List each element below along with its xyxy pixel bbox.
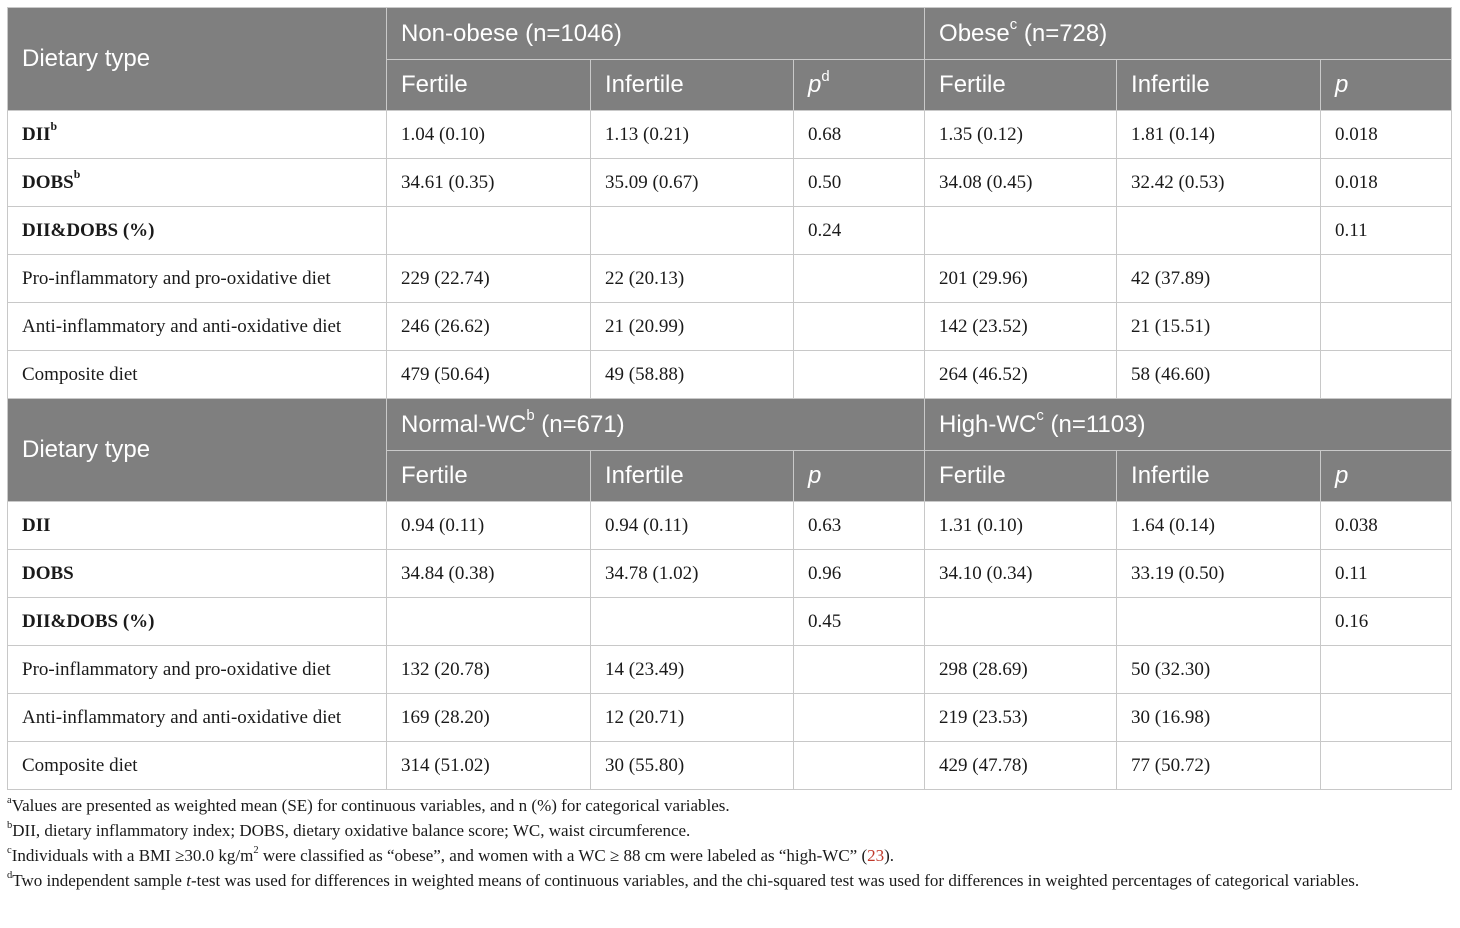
table2-p-header-2: p [1321,451,1452,502]
table-cell: 314 (51.02) [387,742,591,790]
reference-link[interactable]: 23 [867,846,885,865]
table-cell [925,207,1117,255]
table-cell: 132 (20.78) [387,646,591,694]
table-cell: 42 (37.89) [1117,255,1321,303]
row-label: DII&DOBS (%) [8,598,387,646]
table-cell: 77 (50.72) [1117,742,1321,790]
table-cell: 0.96 [794,550,925,598]
table1-p-header-1: $p^d$ [794,60,925,111]
row-label: Composite diet [8,742,387,790]
row-label: Anti-inflammatory and anti-oxidative diet [8,694,387,742]
table1-infertile-header-1: Infertile [591,60,794,111]
table-cell: 1.64 (0.14) [1117,502,1321,550]
table-cell: 1.31 (0.10) [925,502,1117,550]
table-cell: 34.78 (1.02) [591,550,794,598]
table-cell: 0.24 [794,207,925,255]
table-cell: 0.11 [1321,550,1452,598]
table-cell: 49 (58.88) [591,351,794,399]
table-cell: 34.84 (0.38) [387,550,591,598]
table2-body [8,502,1452,790]
row-label: Composite diet [8,351,387,399]
table2-header-row [8,399,1452,451]
table-cell: 33.19 (0.50) [1117,550,1321,598]
table-cell [1321,351,1452,399]
table-cell: 0.94 (0.11) [387,502,591,550]
table2-group1-header: Normal-$WC^b$ (n=671) [387,399,925,451]
table-row [8,207,1452,255]
row-label: DOBS [8,550,387,598]
table-row [8,550,1452,598]
table1-group2-header: Obese$^c$ (n=728) [925,8,1452,60]
row-label: Anti-inflammatory and anti-oxidative diet [8,303,387,351]
table-cell [794,694,925,742]
table-cell: 0.018 [1321,111,1452,159]
table-cell: 142 (23.52) [925,303,1117,351]
table1-group1-header: Non-obese (n=1046) [387,8,925,60]
row-label: DII [8,502,387,550]
table2-fertile-header-1: Fertile [387,451,591,502]
table-cell: 22 (20.13) [591,255,794,303]
table-cell [794,255,925,303]
table-cell: 0.63 [794,502,925,550]
table-cell [387,207,591,255]
table-cell [1321,303,1452,351]
table-cell [387,598,591,646]
table-container [7,7,1451,893]
table-row [8,742,1452,790]
table-row [8,303,1452,351]
table-cell: 1.13 (0.21) [591,111,794,159]
table-cell [591,598,794,646]
table-cell: 12 (20.71) [591,694,794,742]
table-cell: 298 (28.69) [925,646,1117,694]
table-cell: 50 (32.30) [1117,646,1321,694]
table-cell [794,351,925,399]
table-cell: 35.09 (0.67) [591,159,794,207]
table-cell [925,598,1117,646]
table-cell: 1.04 (0.10) [387,111,591,159]
table-cell: 14 (23.49) [591,646,794,694]
table-cell: 58 (46.60) [1117,351,1321,399]
table-cell: 0.68 [794,111,925,159]
table-cell: 1.81 (0.14) [1117,111,1321,159]
table-row [8,646,1452,694]
table-cell: 0.50 [794,159,925,207]
table-cell: 34.08 (0.45) [925,159,1117,207]
row-label: DII$^b$ [8,111,387,159]
footnote-d: $^d$Two independent sample t-test was used for differences in weighted means of continuous variables, and the chi-squared test was used for differences in weighted percentages of categorical variables. [7,869,1360,890]
table-cell: 0.038 [1321,502,1452,550]
table1-fertile-header-1: Fertile [387,60,591,111]
table-cell: 30 (16.98) [1117,694,1321,742]
table1-fertile-header-2: Fertile [925,60,1117,111]
table-cell [1321,255,1452,303]
table-cell [794,646,925,694]
table2-dietary-type-header: Dietary type [8,399,387,502]
table1-body [8,111,1452,399]
table-cell: 246 (26.62) [387,303,591,351]
table-row [8,159,1452,207]
table-cell [591,207,794,255]
table-cell [1321,646,1452,694]
table-cell: 1.35 (0.12) [925,111,1117,159]
table1-p-header-2: p [1321,60,1452,111]
row-label: Pro-inflammatory and pro-oxidative diet [8,255,387,303]
table2-infertile-header-2: Infertile [1117,451,1321,502]
row-label: DII&DOBS (%) [8,207,387,255]
table-cell: 229 (22.74) [387,255,591,303]
table-row [8,111,1452,159]
table-cell: 32.42 (0.53) [1117,159,1321,207]
table2-group2-header: High-$WC^c$ (n=1103) [925,399,1452,451]
table-cell: 0.16 [1321,598,1452,646]
table-cell: 0.11 [1321,207,1452,255]
table1-header-row [8,8,1452,60]
table-cell: 0.45 [794,598,925,646]
table2-fertile-header-2: Fertile [925,451,1117,502]
table-cell [1321,742,1452,790]
table-cell [1117,207,1321,255]
table-row [8,255,1452,303]
table-row [8,694,1452,742]
row-label: DOBS$^b$ [8,159,387,207]
table-cell: 479 (50.64) [387,351,591,399]
table-row [8,502,1452,550]
footnotes [7,793,1451,893]
results-table [7,7,1452,790]
table-cell: 34.10 (0.34) [925,550,1117,598]
table2-p-header-1: p [794,451,925,502]
table-cell: 201 (29.96) [925,255,1117,303]
table-cell: 30 (55.80) [591,742,794,790]
table-row [8,598,1452,646]
table-cell [1117,598,1321,646]
table-cell: 429 (47.78) [925,742,1117,790]
table-cell: 219 (23.53) [925,694,1117,742]
row-label: Pro-inflammatory and pro-oxidative diet [8,646,387,694]
table-cell: 264 (46.52) [925,351,1117,399]
table-cell: 21 (15.51) [1117,303,1321,351]
table-cell [794,742,925,790]
table-cell [1321,694,1452,742]
table-cell [794,303,925,351]
footnote-b: $^b$DII, dietary inflammatory index; DOBS, dietary oxidative balance score; WC, waist circumference. [7,819,691,840]
footnote-a: $^a$Values are presented as weighted mean (SE) for continuous variables, and n (%) for categorical variables. [7,794,730,815]
table1-dietary-type-header: Dietary type [8,8,387,111]
table-cell: 0.018 [1321,159,1452,207]
table-cell: 34.61 (0.35) [387,159,591,207]
footnote-c: $^c$Individuals with a BMI ≥30.0 $kg/m^2$ were classified as “obese”, and women with a WC ≥ 88 cm were labeled as “high-WC” (23). [7,844,895,865]
table-cell: 169 (28.20) [387,694,591,742]
table-cell: 0.94 (0.11) [591,502,794,550]
table-row [8,351,1452,399]
table-cell: 21 (20.99) [591,303,794,351]
table2-infertile-header-1: Infertile [591,451,794,502]
table1-infertile-header-2: Infertile [1117,60,1321,111]
